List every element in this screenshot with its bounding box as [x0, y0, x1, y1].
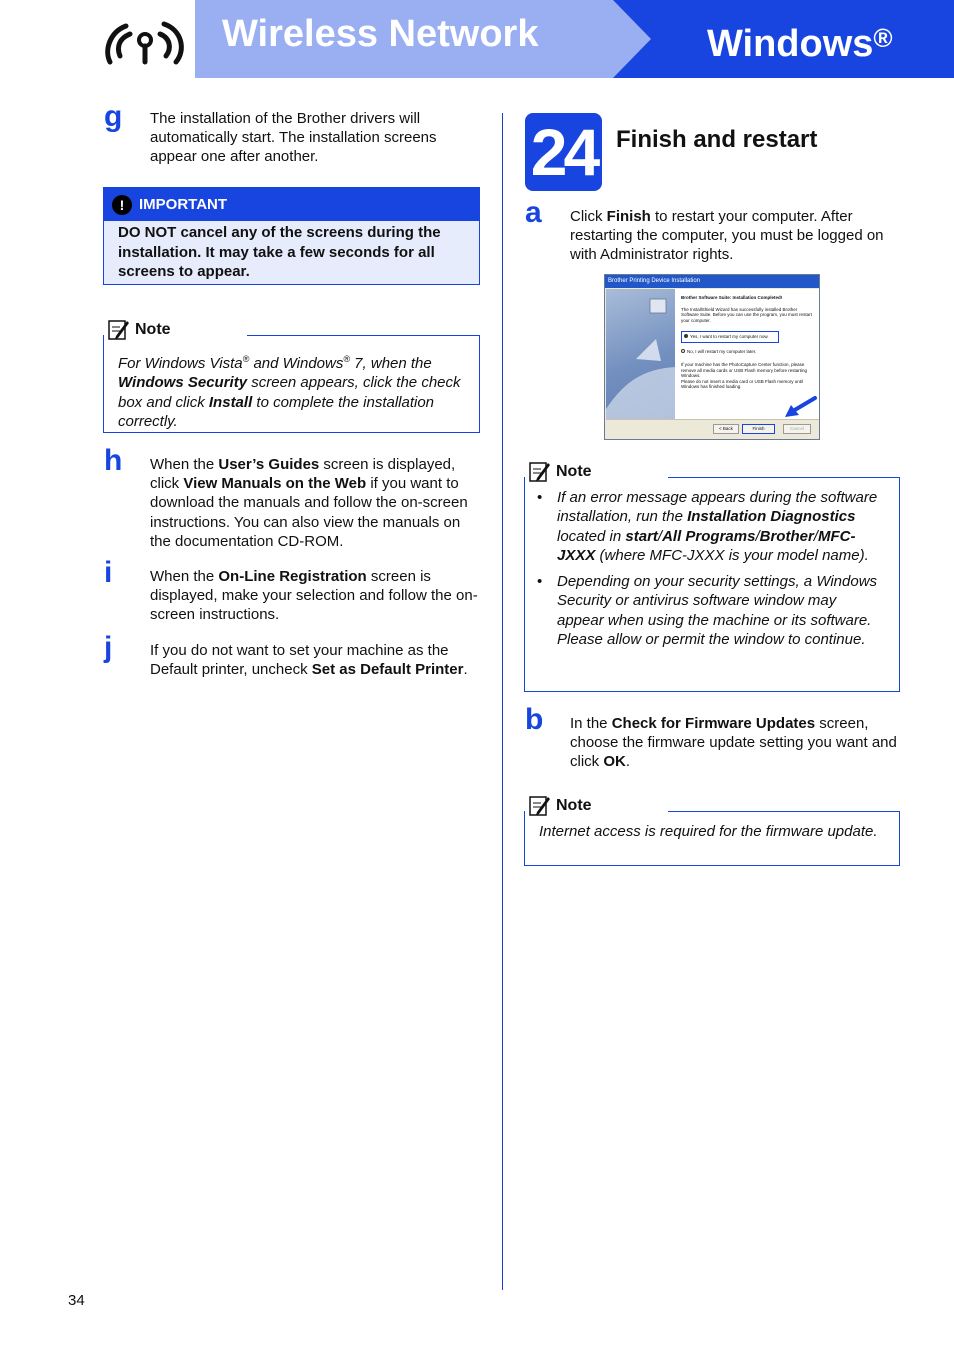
note-firmware-text: Internet access is required for the firmware update.	[539, 823, 878, 840]
back-button[interactable]: < Back	[713, 424, 739, 434]
note-bullet-security: • Depending on your security settings, a Windows Security or antivirus software window may appear when using the machine or its software. Please allow or permit the window to continue.	[537, 573, 878, 649]
step-letter-j: j	[104, 631, 113, 664]
note-label: Note	[529, 794, 592, 816]
step-i-text: When the On-Line Registration screen is displayed, make your selection and follow the on-screen instructions.	[150, 568, 478, 624]
note-label: Note	[529, 460, 592, 482]
column-divider	[502, 113, 503, 1290]
step-letter-g: g	[104, 100, 123, 133]
step-b-text: In the Check for Firmware Updates screen, choose the firmware update setting you want and click OK.	[570, 715, 897, 771]
note-box-errors	[524, 477, 900, 692]
dialog-info: If your machine has the PhotoCapture Center function, please remove all media cards or USB Flash memory before restarting Windows.	[681, 362, 808, 378]
step-j-text: If you do not want to set your machine as the Default printer, uncheck Set as Default Printer.	[150, 642, 468, 679]
restart-later-option[interactable]: No, I will restart my computer later.	[681, 349, 813, 355]
important-box	[103, 187, 480, 285]
cancel-button[interactable]: Cancel	[783, 424, 811, 434]
note-vista-text: For Windows Vista® and Windows® 7, when the Windows Security screen appears, click the check box and click Install to complete the installation correctly.	[118, 354, 461, 430]
step-letter-b: b	[525, 703, 544, 736]
os-title: Windows®	[707, 23, 893, 65]
step-letter-h: h	[104, 444, 123, 477]
section-title: Wireless Network	[222, 13, 539, 55]
step-letter-i: i	[104, 556, 113, 589]
wireless-icon	[100, 10, 190, 70]
printer-art-icon	[606, 289, 675, 419]
dialog-info-2: Please do not insert a media card or USB Flash memory until Windows has finished loading.	[681, 378, 804, 389]
step-letter-a: a	[525, 196, 542, 229]
step-h-text: When the User’s Guides screen is displayed, click View Manuals on the Web if you want to download the manuals and follow the on-screen instructions. You can also view the manuals on the documentation CD-ROM.	[150, 456, 468, 550]
note-label: Note	[108, 318, 171, 340]
finish-dialog-screenshot	[604, 274, 820, 440]
important-body: DO NOT cancel any of the screens during the installation. It may take a few seconds for all screens to appear.	[118, 224, 441, 280]
registered-mark: ®	[873, 23, 893, 53]
step-title: Finish and restart	[616, 126, 818, 153]
step-a-text: Click Finish to restart your computer. After restarting the computer, you must be logged on with Administrator rights.	[570, 208, 884, 264]
dialog-title-bar: Brother Printing Device Installation	[605, 275, 819, 288]
note-box-firmware	[524, 811, 900, 866]
wireless-logo-area	[0, 0, 195, 78]
step-number-badge: 24	[525, 113, 602, 191]
note-bullet-diagnostics: • If an error message appears during the software installation, run the Installation Diagnostics located in start/All Programs/Brother/MFC-JXXX (where MFC-JXXX is your model name).	[537, 489, 878, 564]
restart-now-option[interactable]: Yes, I want to restart my computer now.	[681, 331, 779, 343]
arrow-pointer-icon	[779, 395, 819, 421]
exclamation-icon: !	[112, 195, 132, 215]
page-number: 34	[68, 1292, 85, 1309]
dialog-body: The InstallShield Wizard has successfully installed Brother Software Suite. Before you can use the program, you must restart your computer.	[681, 306, 812, 323]
note-box-vista	[103, 335, 480, 433]
finish-button[interactable]: Finish	[742, 424, 775, 434]
important-heading: IMPORTANT	[139, 196, 228, 213]
dialog-heading: Brother Software Suite: Installation Completed!	[681, 295, 783, 300]
step-g-text: The installation of the Brother drivers will automatically start. The installation screens appear one after another.	[150, 110, 437, 166]
important-header	[104, 188, 479, 221]
dialog-side-art	[606, 289, 675, 419]
